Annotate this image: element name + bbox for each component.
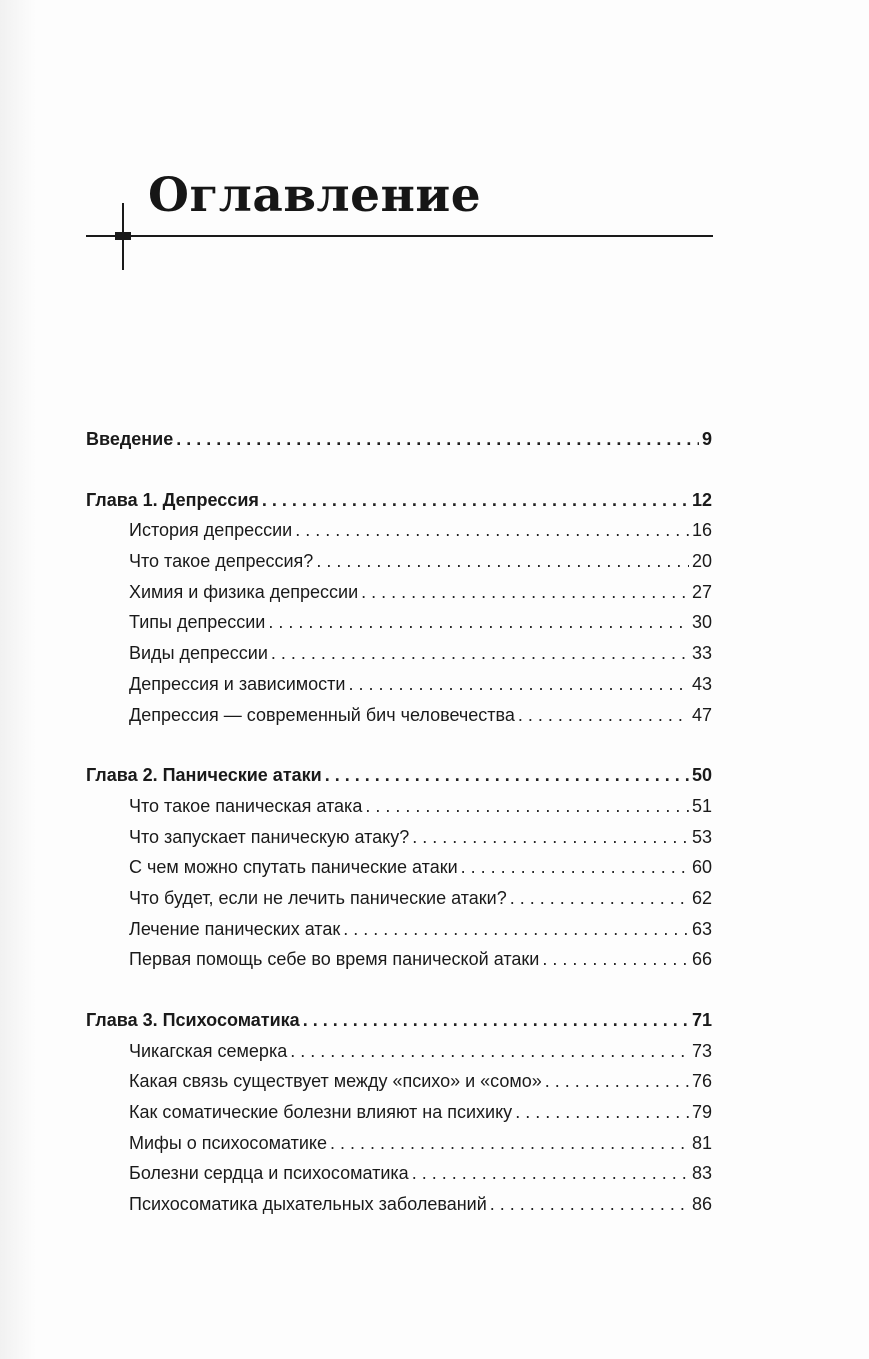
- toc-section-entry[interactable]: [86, 1036, 712, 1067]
- toc-section-entry[interactable]: [86, 1158, 712, 1189]
- toc-section-entry[interactable]: [86, 515, 712, 546]
- toc-page-number: 43: [691, 673, 712, 694]
- toc-entry-label: Как соматические болезни влияют на психику: [129, 1102, 513, 1123]
- toc-entry-label: Какая связь существует между «психо» и «сомо»: [129, 1071, 542, 1092]
- toc-entry-label: Глава 1. Депрессия: [86, 489, 259, 510]
- toc-leader-dots: [490, 1189, 689, 1220]
- toc-page-number: 53: [691, 826, 712, 847]
- toc-group: [86, 485, 712, 731]
- toc-section-entry[interactable]: [86, 1128, 712, 1159]
- toc-entry-label: Что будет, если не лечить панические атаки?: [129, 887, 507, 908]
- toc-leader-dots: [303, 1005, 689, 1036]
- crop-mark-cross: [115, 232, 131, 240]
- toc-leader-dots: [325, 760, 689, 791]
- toc-leader-dots: [461, 852, 689, 883]
- toc-entry-label: Химия и физика депрессии: [129, 581, 359, 602]
- toc-page-number: 83: [691, 1163, 712, 1184]
- toc-chapter-entry[interactable]: [86, 424, 712, 455]
- toc-section-entry[interactable]: [86, 607, 712, 638]
- toc-section-entry[interactable]: [86, 852, 712, 883]
- toc-leader-dots: [412, 1158, 689, 1189]
- toc-leader-dots: [545, 1066, 689, 1097]
- toc-section-entry[interactable]: [86, 1066, 712, 1097]
- toc-group: [86, 1005, 712, 1220]
- toc-page-number: 62: [691, 887, 712, 908]
- toc-section-entry[interactable]: [86, 944, 712, 975]
- toc-page-number: 73: [691, 1040, 712, 1061]
- toc-group: [86, 760, 712, 975]
- toc-section-entry[interactable]: [86, 1189, 712, 1220]
- toc-leader-dots: [365, 791, 689, 822]
- toc-entry-label: Чикагская семерка: [129, 1040, 288, 1061]
- toc-page-number: 47: [691, 704, 712, 725]
- toc-page-number: 33: [691, 643, 712, 664]
- toc-leader-dots: [361, 577, 689, 608]
- toc-leader-dots: [412, 822, 689, 853]
- toc-entry-label: Типы депрессии: [129, 612, 266, 633]
- toc-section-entry[interactable]: [86, 669, 712, 700]
- toc-leader-dots: [343, 914, 689, 945]
- toc-page-number: 50: [691, 765, 712, 786]
- toc-chapter-entry[interactable]: [86, 1005, 712, 1036]
- toc-entry-label: Глава 3. Психосоматика: [86, 1010, 300, 1030]
- toc-section-entry[interactable]: [86, 1097, 712, 1128]
- toc-entry-label: Лечение панических атак: [129, 918, 341, 939]
- toc-page-number: 27: [691, 581, 712, 602]
- toc-leader-dots: [510, 883, 689, 914]
- toc-leader-dots: [295, 515, 689, 546]
- toc-leader-dots: [330, 1128, 689, 1159]
- toc-section-entry[interactable]: [86, 822, 712, 853]
- toc-page-number: 81: [691, 1132, 712, 1153]
- toc-entry-label: Что такое депрессия?: [129, 551, 314, 572]
- toc-entry-label: Что запускает паническую атаку?: [129, 826, 410, 847]
- toc-entry-label: История депрессии: [129, 520, 293, 541]
- page-gutter-shadow: [0, 0, 36, 1359]
- toc-entry-label: Психосоматика дыхательных заболеваний: [129, 1194, 487, 1215]
- toc-section-entry[interactable]: [86, 577, 712, 608]
- toc-leader-dots: [518, 700, 689, 731]
- toc-page-number: 79: [691, 1102, 712, 1123]
- toc-section-entry[interactable]: [86, 546, 712, 577]
- toc-chapter-entry[interactable]: [86, 760, 712, 791]
- toc-page-number: 20: [691, 551, 712, 572]
- toc-section-entry[interactable]: [86, 914, 712, 945]
- toc-entry-label: Глава 2. Панические атаки: [86, 765, 322, 786]
- toc-section-entry[interactable]: [86, 638, 712, 669]
- toc-page-number: 9: [701, 429, 712, 449]
- toc-page-number: 12: [691, 489, 712, 510]
- toc-leader-dots: [542, 944, 689, 975]
- toc-leader-dots: [262, 485, 689, 516]
- toc-entry-label: Депрессия — современный бич человечества: [129, 704, 515, 725]
- toc-leader-dots: [348, 669, 689, 700]
- page-title: Оглавление: [148, 168, 482, 223]
- toc-entry-label: Что такое паническая атака: [129, 795, 363, 816]
- table-of-contents: [86, 424, 712, 1250]
- toc-section-entry[interactable]: [86, 791, 712, 822]
- toc-page-number: 76: [691, 1071, 712, 1092]
- toc-page-number: 60: [691, 857, 712, 878]
- toc-page-number: 30: [691, 612, 712, 633]
- toc-section-entry[interactable]: [86, 883, 712, 914]
- toc-leader-dots: [271, 638, 689, 669]
- toc-entry-label: С чем можно спутать панические атаки: [129, 857, 458, 878]
- toc-chapter-entry[interactable]: [86, 485, 712, 516]
- toc-page-number: 86: [691, 1194, 712, 1215]
- toc-page-number: 66: [691, 949, 712, 970]
- toc-entry-label: Виды депрессии: [129, 643, 268, 664]
- toc-entry-label: Депрессия и зависимости: [129, 673, 346, 694]
- toc-leader-dots: [316, 546, 689, 577]
- toc-page-number: 51: [691, 795, 712, 816]
- toc-page-number: 63: [691, 918, 712, 939]
- toc-entry-label: Болезни сердца и психосоматика: [129, 1163, 409, 1184]
- toc-entry-label: Введение: [86, 429, 174, 449]
- toc-entry-label: Первая помощь себе во время панической атаки: [129, 949, 540, 970]
- toc-leader-dots: [515, 1097, 689, 1128]
- toc-section-entry[interactable]: [86, 700, 712, 731]
- toc-leader-dots: [176, 424, 699, 455]
- toc-page-number: 16: [691, 520, 712, 541]
- title-rule: [86, 235, 713, 237]
- toc-group: [86, 424, 712, 455]
- toc-entry-label: Мифы о психосоматике: [129, 1132, 328, 1153]
- toc-leader-dots: [268, 607, 689, 638]
- toc-leader-dots: [290, 1036, 689, 1067]
- toc-page-number: 71: [691, 1010, 712, 1030]
